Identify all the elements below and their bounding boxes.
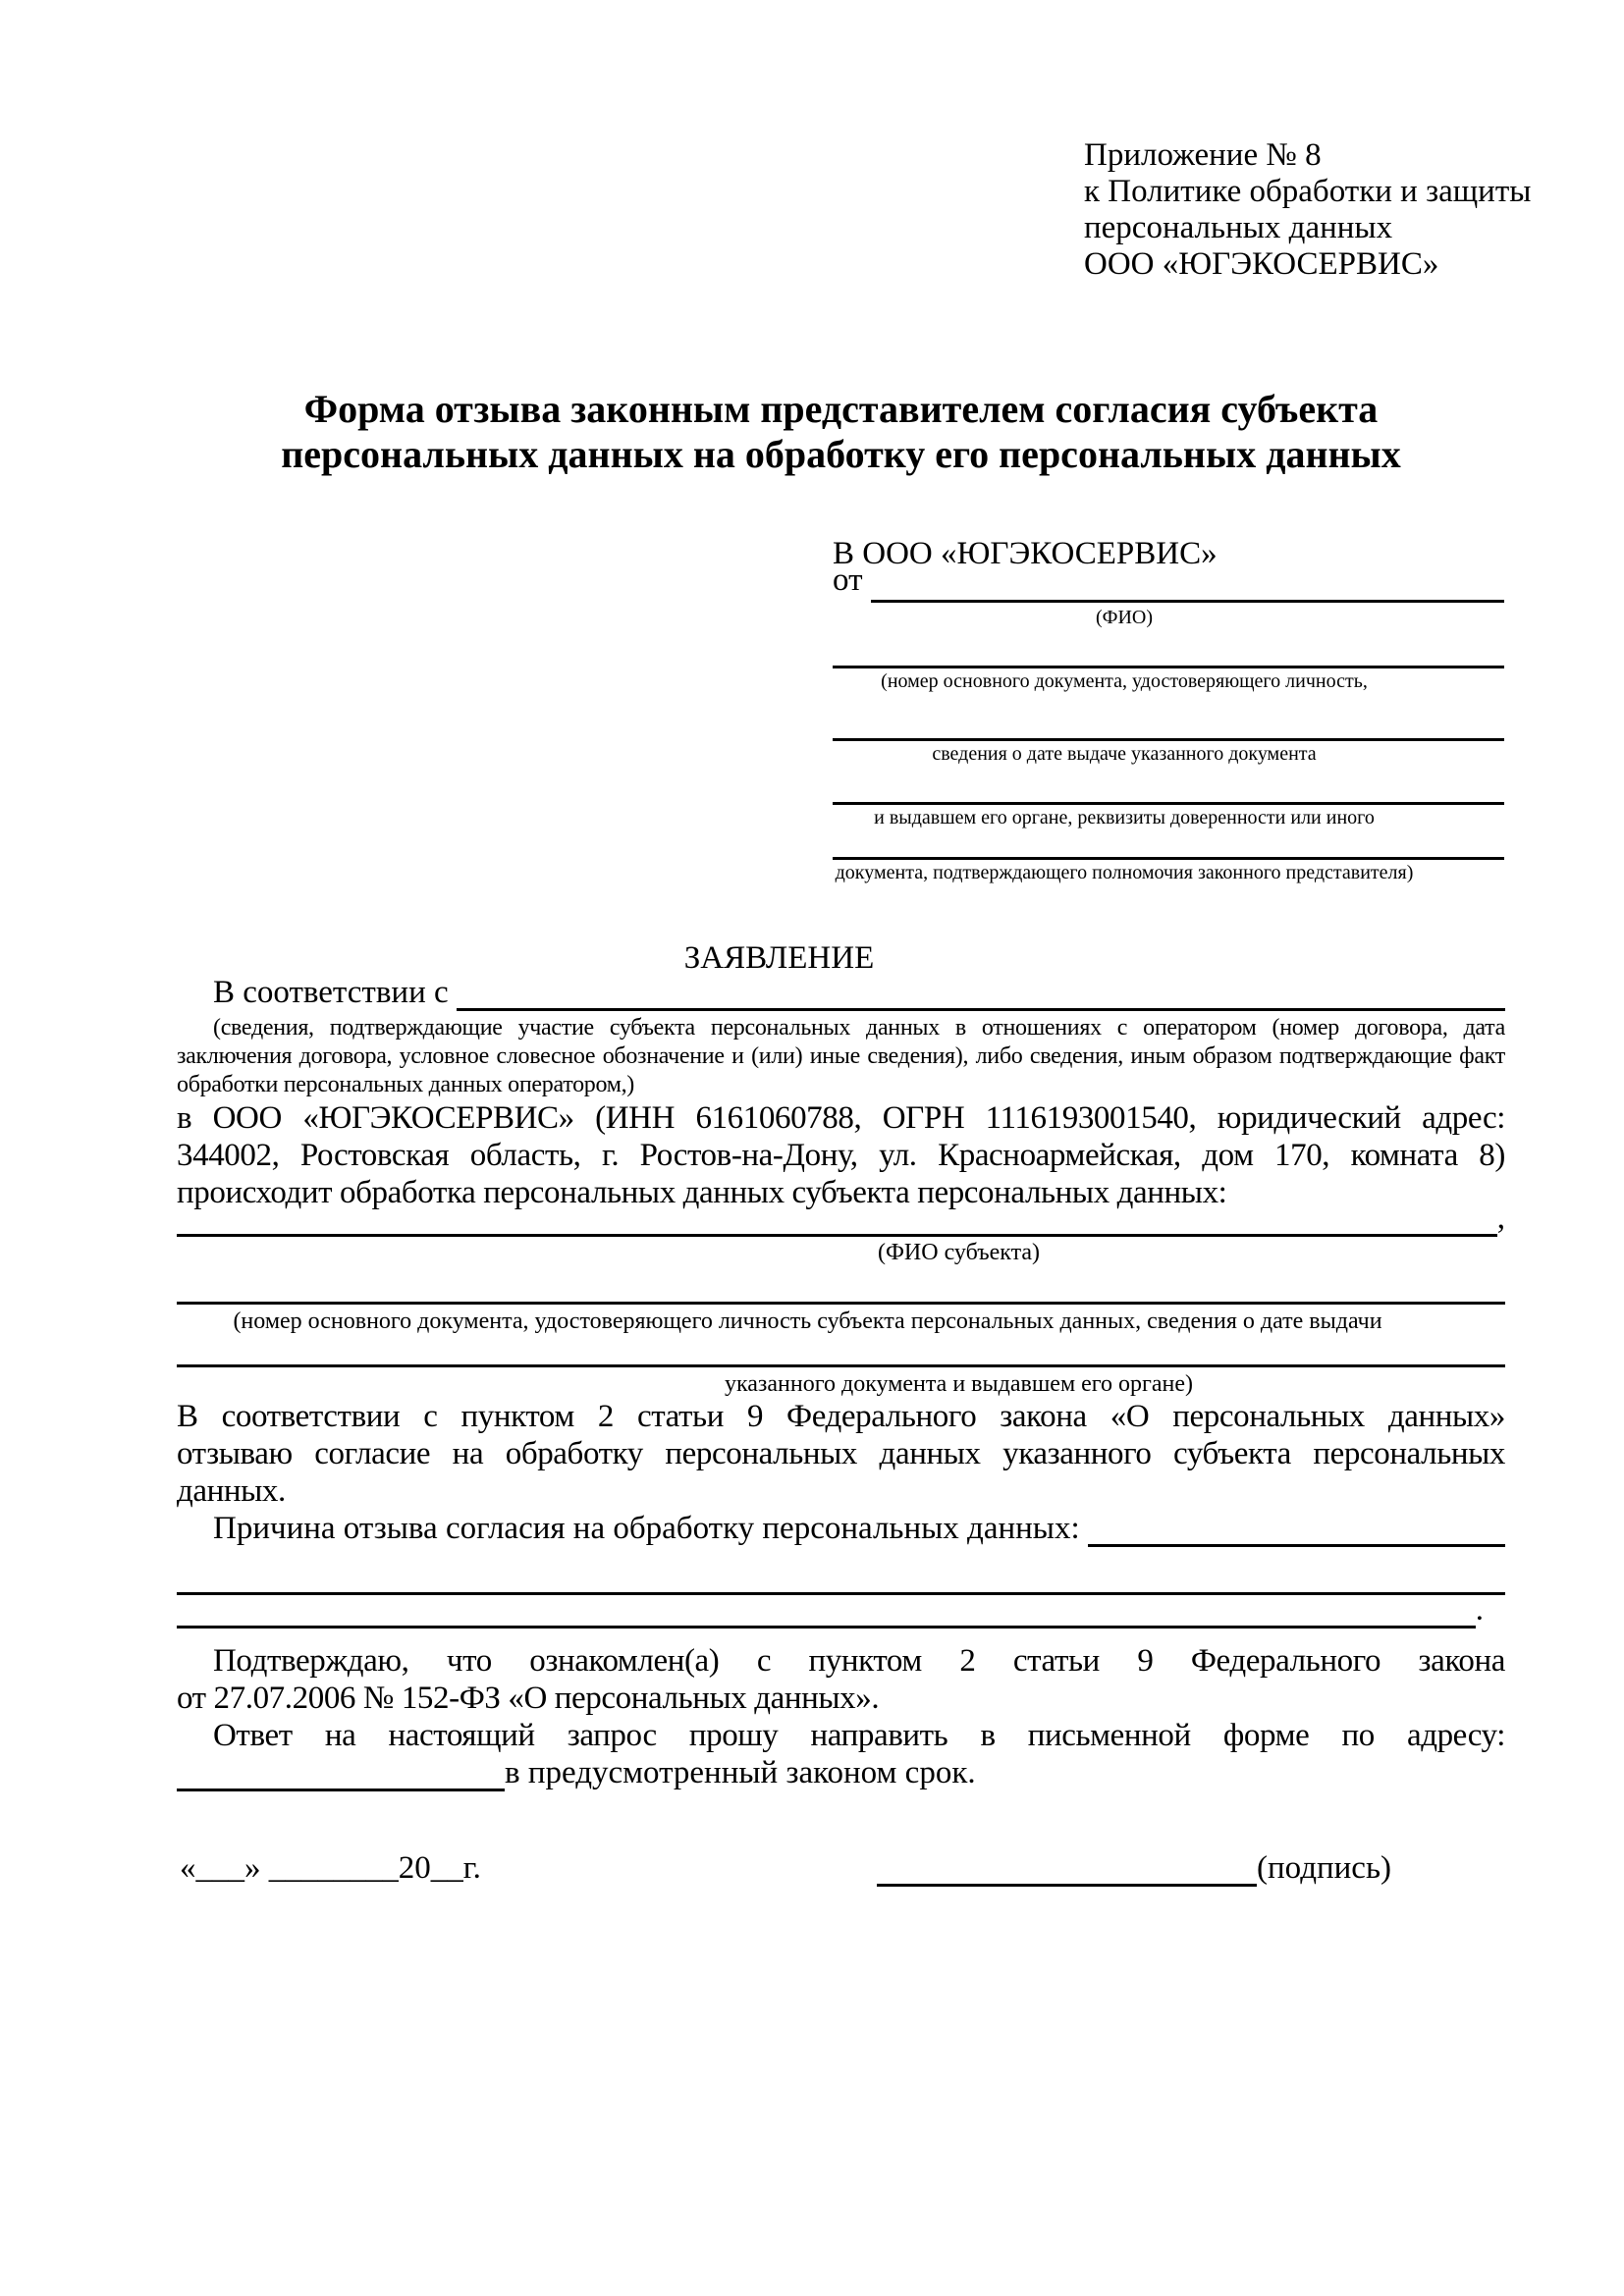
- field-caption: сведения о дате выдаче указанного документа: [932, 743, 1317, 765]
- reason-blank-line-3: [177, 1592, 1505, 1629]
- note-line: заключения договора, условное словесное обозначение и (или) иные сведения), либо сведения, иным образом подтверждающие факт: [177, 1043, 1505, 1069]
- subject-doc-caption: (номер основного документа, удостоверяющего личность субъекта персональных данных, сведения о дате выдачи: [233, 1308, 1382, 1334]
- subject-fio-blank-line: [177, 1234, 1497, 1237]
- addressee-to: В ООО «ЮГЭКОСЕРВИС»: [833, 536, 1218, 571]
- period: .: [1475, 1592, 1484, 1628]
- note-line: (сведения, подтверждающие участие субъекта персональных данных в отношениях с оператором (номер договора, дата: [213, 1015, 1505, 1041]
- confirm-line: Подтверждаю, что ознакомлен(а) с пунктом 2 статьи 9 Федерального закона: [213, 1643, 1505, 1679]
- confirm-paragraph: [177, 1642, 1505, 1754]
- reason-blank-line: [1088, 1544, 1505, 1547]
- date-signature-row: [177, 1845, 1505, 1887]
- reply-tail: в предусмотренный законом срок.: [505, 1755, 976, 1790]
- representative-doc-field: [833, 857, 1504, 885]
- field-caption: документа, подтверждающего полномочия законного представителя): [835, 862, 1414, 883]
- signature-caption: (подпись): [1257, 1850, 1391, 1886]
- from-blank-line: [871, 600, 1504, 603]
- reply-line: Ответ на настоящий запрос прошу направить в письменной форме по адресу:: [213, 1718, 1505, 1753]
- reply-address-field: [177, 1754, 1505, 1791]
- note-line: обработки персональных данных оператором,): [177, 1072, 634, 1097]
- withdraw-line: данных.: [177, 1473, 286, 1509]
- from-field: [833, 562, 1504, 603]
- confirm-line: от 27.07.2006 № 152-ФЗ «О персональных данных».: [177, 1681, 880, 1716]
- title-line: персональных данных на обработку его персональных данных: [281, 432, 1401, 476]
- representative-doc-field: [833, 802, 1504, 830]
- operator-line: происходит обработка персональных данных субъекта персональных данных:: [177, 1175, 1227, 1210]
- document-title: [177, 387, 1505, 477]
- operator-line: в ООО «ЮГЭКОСЕРВИС» (ИНН 6161060788, ОГРН 1116193001540, юридический адрес:: [177, 1100, 1505, 1136]
- addressee-block: [833, 531, 1504, 885]
- fio-caption: (ФИО): [1095, 607, 1153, 628]
- signature-field: [877, 1850, 1391, 1887]
- field-caption: (номер основного документа, удостоверяющего личность,: [881, 670, 1368, 692]
- representative-doc-field: [833, 666, 1504, 694]
- blank-line: [177, 1626, 1476, 1629]
- comma: ,: [1496, 1201, 1505, 1236]
- field-caption: и выдавшем его органе, реквизиты доверенности или иного: [874, 807, 1375, 828]
- withdraw-line: В соответствии с пунктом 2 статьи 9 Федерального закона «О персональных данных»: [177, 1399, 1505, 1434]
- operator-line: 344002, Ростовская область, г. Ростов-на-Дону, ул. Красноармейская, дом 170, комната 8): [177, 1138, 1505, 1173]
- subject-doc-blank-line: [177, 1302, 1505, 1305]
- from-label: от: [833, 562, 871, 598]
- accordance-field: [177, 975, 1505, 1011]
- reason-label: Причина отзыва согласия на обработку персональных данных:: [213, 1511, 1088, 1546]
- subject-doc-caption: указанного документа и выдавшем его органе): [724, 1371, 1194, 1397]
- withdraw-paragraph: [177, 1398, 1505, 1510]
- signature-blank-line: [877, 1884, 1257, 1887]
- subject-fio-field: [177, 1201, 1505, 1237]
- annex-line: ООО «ЮГЭКОСЕРВИС»: [1084, 246, 1439, 282]
- annex-line: Приложение № 8: [1084, 137, 1322, 173]
- subject-doc-blank-line: [177, 1364, 1505, 1367]
- representative-doc-field: [833, 738, 1504, 767]
- annex-line: персональных данных: [1084, 210, 1393, 245]
- accordance-blank-line: [457, 1008, 1505, 1011]
- subject-fio-caption: (ФИО субъекта): [877, 1240, 1041, 1265]
- reason-field: [177, 1510, 1505, 1547]
- date-blank: «___» ________20__г.: [180, 1850, 481, 1886]
- statement-heading: ЗАЯВЛЕНИЕ: [683, 940, 875, 976]
- statement-body: [177, 938, 1505, 1791]
- annex-block: [1084, 137, 1531, 283]
- withdraw-line: отзываю согласие на обработку персональных данных указанного субъекта персональных: [177, 1436, 1505, 1471]
- note-paragraph: [177, 1014, 1505, 1099]
- annex-line: к Политике обработки и защиты: [1084, 174, 1532, 209]
- title-line: Форма отзыва законным представителем согласия субъекта: [303, 387, 1379, 431]
- operator-paragraph: [177, 1099, 1505, 1211]
- address-blank-line: [177, 1789, 505, 1791]
- reason-blank-line-2: [177, 1592, 1505, 1595]
- accordance-label: В соответствии с: [213, 975, 457, 1010]
